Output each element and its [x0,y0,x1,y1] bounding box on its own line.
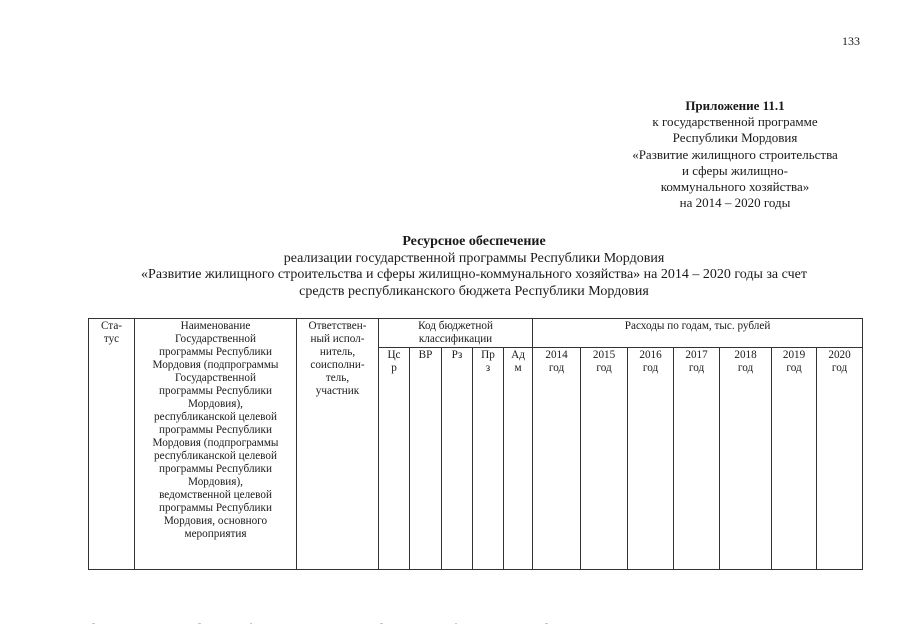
header-year: 2020 год [817,348,863,570]
header-responsible: Ответствен- ный испол- нитель, соисполни- тель, участник [297,319,379,570]
appendix-line: к государственной программе [652,114,818,130]
appendix-line: на 2014 – 2020 годы [679,195,791,211]
header-code-column: ВР [410,348,442,570]
header-status: Ста- тус [89,319,135,570]
header-code-column: Пр з [473,348,504,570]
appendix-line: и сферы жилищно- [682,162,788,178]
header-year: 2014 год [533,348,581,570]
appendix-block [600,98,870,211]
header-year: 2019 год [772,348,817,570]
header-expenses-group: Расходы по годам, тыс. рублей [533,319,863,348]
resource-table [88,318,863,570]
heading-line: средств республиканского бюджета Республики Мордовия [299,283,649,299]
heading-title: Ресурсное обеспечение [402,234,546,249]
page-number: 133 [842,34,860,48]
heading-line: реализации государственной программы Республики Мордовия [283,250,665,266]
header-code-column: Ад м [504,348,533,570]
document-heading [70,234,878,300]
appendix-title: Приложение 11.1 [685,98,785,113]
header-year: 2017 год [674,348,720,570]
header-code-column: Рз [442,348,473,570]
appendix-line: Республики Мордовия [672,130,798,146]
appendix-line: «Развитие жилищного строительства [632,146,838,162]
header-code-column: Цс р [379,348,410,570]
header-year: 2016 год [628,348,674,570]
header-year: 2015 год [581,348,628,570]
header-name: Наименование Государственной программы Республики Мордовия (подпрограммы Государственной программы Республики Мордовия), республиканской целевой программы Республики Мордовия (подпрограммы республиканской целевой программы Республики Мордовия), ведомственной целевой программы Республики Мордовия, основного мероприятия [135,319,297,570]
header-year: 2018 год [720,348,772,570]
appendix-line: коммунального хозяйства» [660,179,810,195]
heading-line: «Развитие жилищного строительства и сферы жилищно-коммунального хозяйства» на 2014 – 2020 годы за счет [141,267,807,282]
header-code-group: Код бюджетной классификации [379,319,533,348]
